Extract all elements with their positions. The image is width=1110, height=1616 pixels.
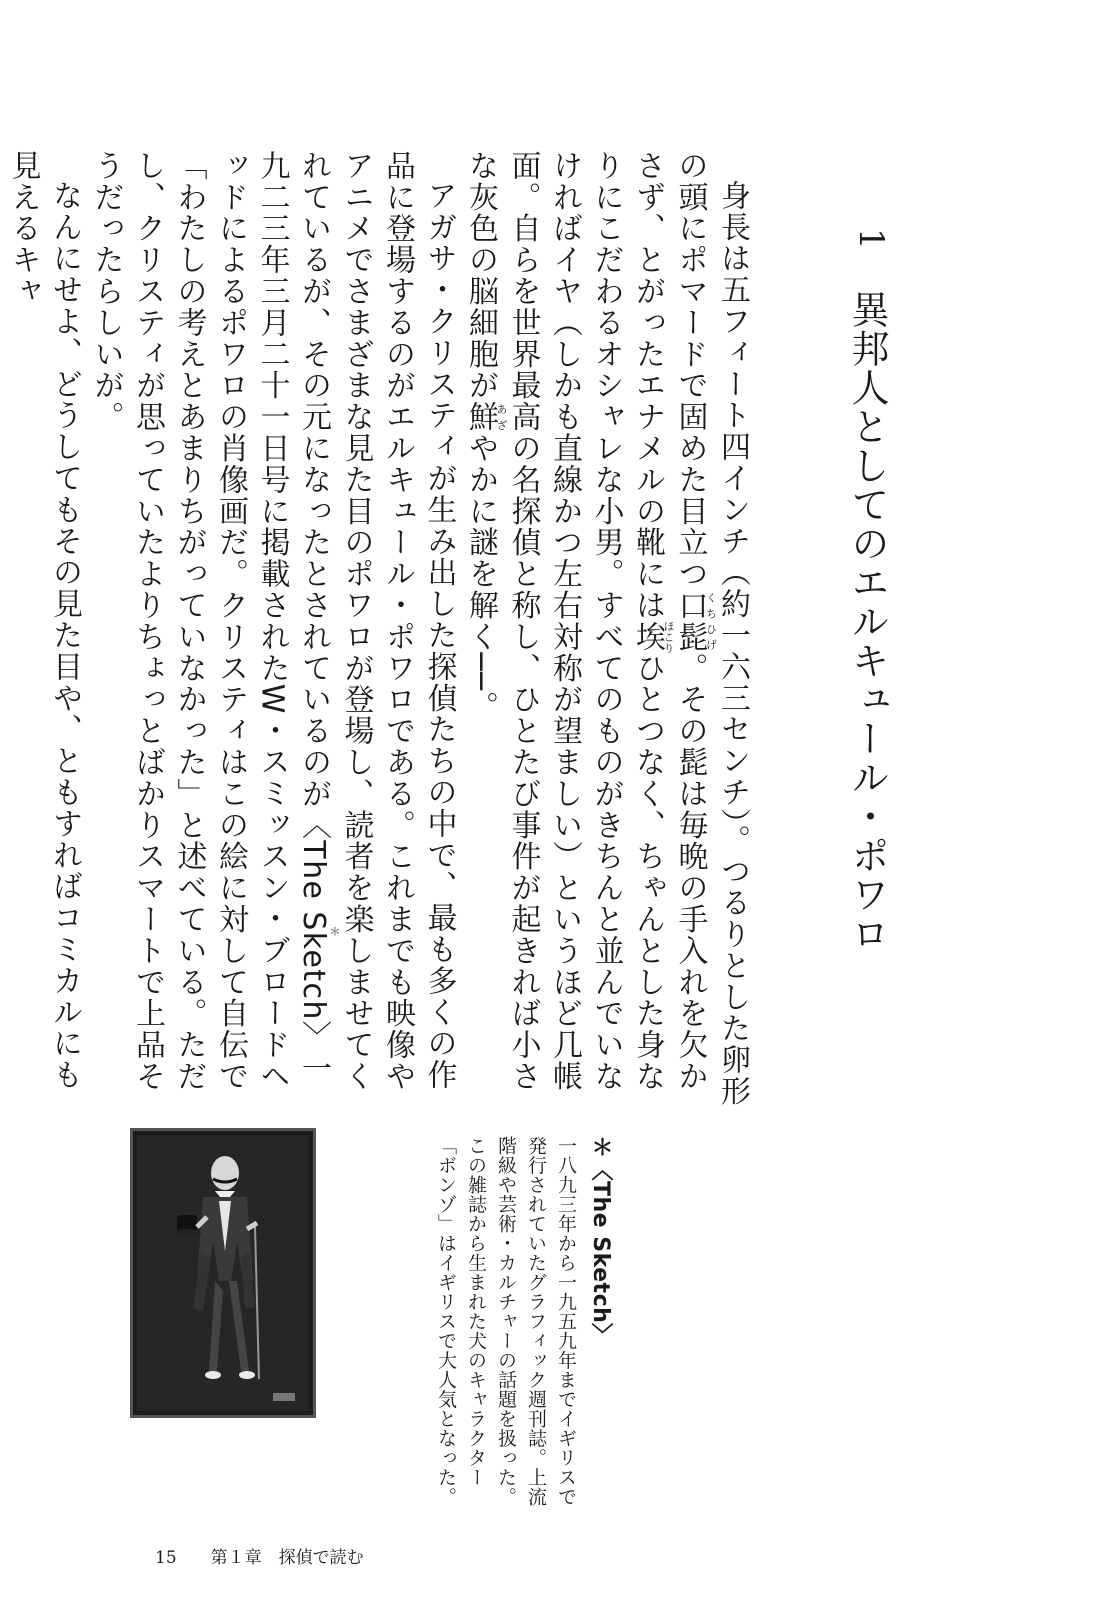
paragraph-1-text-d: やかに謎を解く──。 <box>463 432 498 723</box>
ruby-reading: ほこり <box>662 620 675 654</box>
ruby-kuchihige <box>672 589 718 653</box>
chapter-title: 異邦人としてのエルキュール・ポワロ <box>845 290 889 953</box>
paragraph-2-text-a: アガサ・クリスティが生み出した探偵たちの中で、最も多くの作品に登場するのがエルキュール・ポワロである。これまでも映像やアニメでさまざまな見た目のポワロが登場し、読者を楽しませてくれているが、その元になったとされているのが <box>296 150 457 1092</box>
footnote-text: 一八九三年から一九五九年までイギリスで発行されていたグラフィック週刊誌。上流階級や芸術・カルチャーの話題を扱った。この雑誌から生まれた犬のキャラクター「ボンゾ」はイギリスで大人気となった。 <box>435 1136 577 1507</box>
paragraph-1-text-b: 。その髭は毎晩の手入れを欠かさず、とがったエナメルの靴には <box>630 150 708 1093</box>
poirot-portrait-image <box>130 1128 316 1418</box>
ruby-aza <box>463 401 508 433</box>
footnote <box>355 1136 615 1516</box>
reference-title: 〈The Sketch〉 <box>296 809 331 1053</box>
ruby-base: 埃 <box>630 620 665 654</box>
paragraph-2 <box>85 150 460 1110</box>
ruby-base: 鮮 <box>463 401 498 433</box>
footnote-mark: ＊ <box>588 1136 613 1159</box>
footnote-title: 〈The Sketch〉 <box>588 1158 613 1346</box>
paragraph-1-text-c: ひとつなく、ちゃんとした身なりにこだわるオシャレな小男。すべてのものがきちんと並んでいなければイヤ（しかも直線かつ左右対称が望ましい）というほど几帳面。自らを世界最高の名探偵と称し、ひとたび事件が起きれば小さな灰色の脳細胞が <box>463 150 665 1093</box>
paragraph-1-text-a: 身長は五フィート四インチ（約一六三センチ）。つるりとした卵形の頭にポマードで固めた目立つ <box>672 150 750 1107</box>
running-head: 第１章 探偵で読む <box>210 1548 364 1568</box>
ruby-hokori <box>630 620 675 654</box>
ruby-base: 口髭 <box>672 589 708 653</box>
paragraph-3: なんにせよ、どうしてもその見た目や、ともすればコミカルにも見えるキャ <box>5 150 82 1091</box>
body-text <box>5 150 753 1110</box>
chapter-number: 1 <box>851 228 891 250</box>
ruby-reading: あざ <box>495 401 508 433</box>
footnote-reference[interactable] <box>296 809 341 1053</box>
portrait-illustration <box>133 1131 313 1415</box>
running-footer <box>155 1543 364 1568</box>
page-number: 15 <box>155 1548 177 1568</box>
ruby-reading: くちひげ <box>704 589 718 653</box>
footnote-mark: ＊ <box>328 809 341 1053</box>
footnote-heading <box>585 1136 615 1516</box>
paragraph-2-text-b: 一九二三年三月二十一日号に掲載されたW・スミッスン・ブロードヘッドによるポワロの肖像画だ。クリスティはこの絵に対して自伝で「わたしの考えとあまりちがっていなかった」と述べている。ただし、クリスティが思っていたよりちょっとばかりスマートで上品そうだったらしいが。 <box>88 150 331 1092</box>
paragraph-1 <box>460 150 754 1110</box>
